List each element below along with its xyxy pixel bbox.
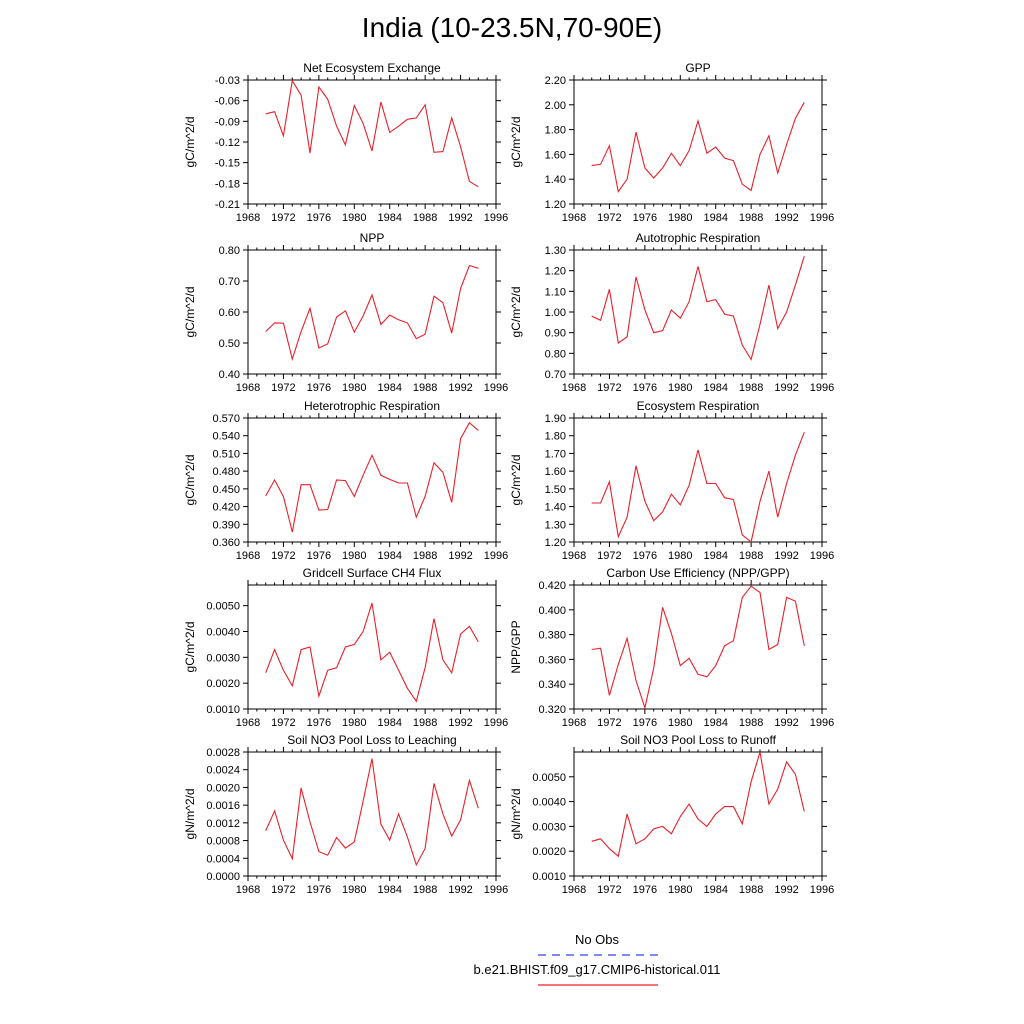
y-tick-label: -0.03 [214, 75, 240, 87]
x-tick-label: 1984 [703, 382, 728, 394]
x-tick-label: 1988 [412, 212, 438, 224]
panel-7 [509, 566, 834, 729]
x-tick-label: 1996 [483, 550, 509, 562]
y-tick-label: 1.90 [544, 413, 566, 425]
y-tick-label: -0.21 [214, 199, 240, 211]
x-tick-label: 1968 [235, 717, 261, 729]
x-tick-label: 1992 [774, 717, 799, 729]
y-tick-label: 0.380 [538, 629, 566, 642]
y-tick-label: 0.0020 [206, 678, 240, 691]
panel-title: Gridcell Surface CH4 Flux [302, 566, 442, 580]
panel-title: Net Ecosystem Exchange [303, 61, 441, 75]
panel-0 [183, 61, 508, 224]
y-tick-label: 1.70 [544, 448, 566, 461]
plot-frame [248, 250, 496, 374]
series-line [266, 603, 479, 701]
y-axis-label: NPP/GPP [509, 620, 523, 674]
panel-title: Heterotrophic Respiration [303, 399, 441, 413]
series-line [592, 586, 805, 708]
x-tick-label: 1984 [377, 717, 402, 729]
series-line [266, 423, 479, 532]
x-tick-label: 1996 [483, 884, 509, 896]
x-tick-label: 1980 [342, 382, 367, 394]
y-tick-label: 1.40 [544, 501, 566, 514]
y-tick-label: 0.480 [212, 466, 240, 479]
x-tick-label: 1972 [597, 884, 622, 896]
y-tick-label: 0.0040 [206, 626, 240, 639]
x-tick-label: 1980 [342, 717, 367, 729]
y-tick-label: -0.12 [214, 137, 240, 149]
x-tick-label: 1976 [632, 884, 658, 896]
x-tick-label: 1992 [774, 382, 799, 394]
x-tick-label: 1976 [632, 717, 658, 729]
x-tick-label: 1968 [235, 382, 261, 394]
y-tick-label: 0.320 [538, 704, 566, 716]
y-tick-label: 0.360 [212, 537, 240, 549]
panel-title: Carbon Use Efficiency (NPP/GPP) [606, 566, 790, 580]
x-tick-label: 1988 [412, 717, 438, 729]
y-tick-label: 0.0028 [206, 747, 240, 759]
x-tick-label: 1992 [448, 382, 473, 394]
y-tick-label: 0.50 [218, 338, 240, 350]
x-tick-label: 1980 [668, 884, 693, 896]
y-tick-label: 1.20 [544, 199, 566, 211]
y-tick-label: 0.450 [212, 483, 240, 496]
series-line [592, 432, 805, 542]
plot-frame [574, 80, 822, 204]
x-tick-label: 1968 [561, 550, 587, 562]
y-tick-label: 0.400 [538, 604, 566, 617]
x-tick-label: 1984 [377, 382, 402, 394]
x-tick-label: 1968 [235, 884, 261, 896]
y-tick-label: 1.10 [544, 286, 566, 299]
y-tick-label: 1.60 [544, 466, 566, 479]
x-tick-label: 1976 [632, 212, 658, 224]
x-tick-label: 1984 [377, 212, 402, 224]
y-tick-label: 0.0040 [532, 796, 566, 809]
x-tick-label: 1996 [483, 212, 509, 224]
x-tick-label: 1996 [483, 717, 509, 729]
x-tick-label: 1980 [668, 550, 693, 562]
x-tick-label: 1968 [561, 382, 587, 394]
x-tick-label: 1976 [306, 550, 332, 562]
panel-title: Soil NO3 Pool Loss to Leaching [287, 733, 457, 747]
x-tick-label: 1968 [561, 717, 587, 729]
y-tick-label: 0.0000 [206, 871, 240, 883]
x-tick-label: 1996 [809, 550, 835, 562]
y-tick-label: 1.20 [544, 265, 566, 278]
y-tick-label: 0.0050 [206, 600, 240, 613]
x-tick-label: 1976 [306, 382, 332, 394]
legend-label-model: b.e21.BHIST.f09_g17.CMIP6-historical.011 [473, 962, 721, 977]
plot-frame [574, 752, 822, 876]
plot-frame [248, 752, 496, 876]
x-tick-label: 1992 [448, 884, 473, 896]
y-tick-label: 0.340 [538, 679, 566, 692]
x-tick-label: 1972 [597, 382, 622, 394]
y-tick-label: 1.30 [544, 245, 566, 257]
x-tick-label: 1988 [738, 717, 764, 729]
y-axis-label: gC/m^2/d [509, 286, 523, 338]
y-tick-label: 0.0010 [532, 871, 566, 883]
y-axis-label: gC/m^2/d [183, 454, 197, 506]
y-tick-label: 0.0008 [206, 835, 240, 848]
x-tick-label: 1968 [561, 212, 587, 224]
x-tick-label: 1976 [306, 212, 332, 224]
legend-line-model [538, 982, 658, 988]
x-tick-label: 1968 [235, 212, 261, 224]
x-tick-label: 1988 [738, 550, 764, 562]
panel-1 [509, 61, 834, 224]
y-tick-label: -0.15 [214, 157, 240, 170]
y-tick-label: 1.30 [544, 519, 566, 532]
y-tick-label: 0.0050 [532, 771, 566, 784]
y-tick-label: 0.70 [218, 276, 240, 288]
y-tick-label: 0.0020 [206, 782, 240, 795]
y-tick-label: 0.0030 [532, 821, 566, 834]
y-axis-label: gN/m^2/d [509, 788, 523, 840]
y-tick-label: 1.60 [544, 149, 566, 162]
series-line [592, 752, 805, 856]
panel-title: Ecosystem Respiration [636, 399, 760, 413]
panel-8 [183, 733, 508, 896]
x-tick-label: 1972 [271, 212, 296, 224]
y-tick-label: -0.18 [214, 178, 240, 191]
y-tick-label: 0.420 [212, 501, 240, 514]
y-tick-label: 0.80 [218, 245, 240, 257]
x-tick-label: 1976 [632, 382, 658, 394]
panel-title: GPP [685, 61, 711, 75]
legend-label-no-obs: No Obs [574, 932, 620, 947]
y-tick-label: 1.20 [544, 537, 566, 549]
y-tick-label: 0.390 [212, 519, 240, 532]
y-tick-label: 0.60 [218, 307, 240, 319]
panel-title: NPP [359, 231, 385, 245]
y-tick-label: 1.00 [544, 307, 566, 319]
y-tick-label: 0.80 [544, 348, 566, 361]
y-tick-label: 0.0030 [206, 652, 240, 665]
plot-frame [248, 418, 496, 542]
y-tick-label: 1.80 [544, 124, 566, 137]
panel-3 [509, 231, 834, 394]
y-tick-label: 0.360 [538, 654, 566, 667]
y-tick-label: 0.70 [544, 369, 566, 381]
x-tick-label: 1976 [306, 717, 332, 729]
x-tick-label: 1988 [738, 382, 764, 394]
x-tick-label: 1996 [483, 382, 509, 394]
x-tick-label: 1996 [809, 884, 835, 896]
x-tick-label: 1980 [668, 717, 693, 729]
legend-line-no-obs [538, 952, 658, 958]
panel-4 [183, 399, 508, 562]
x-tick-label: 1980 [342, 884, 367, 896]
x-tick-label: 1992 [448, 717, 473, 729]
y-axis-label: gC/m^2/d [183, 116, 197, 168]
x-tick-label: 1976 [306, 884, 332, 896]
page-title: India (10-23.5N,70-90E) [361, 12, 663, 43]
x-tick-label: 1980 [342, 550, 367, 562]
y-tick-label: 0.0024 [206, 764, 240, 777]
series-line [266, 81, 479, 187]
x-tick-label: 1972 [271, 717, 296, 729]
x-tick-label: 1988 [412, 884, 438, 896]
y-tick-label: 0.420 [538, 580, 566, 592]
y-tick-label: 1.50 [544, 483, 566, 496]
y-tick-label: 1.80 [544, 430, 566, 443]
y-tick-label: 1.40 [544, 174, 566, 187]
x-tick-label: 1984 [703, 717, 728, 729]
x-tick-label: 1992 [774, 550, 799, 562]
series-line [266, 266, 479, 360]
x-tick-label: 1984 [377, 884, 402, 896]
x-tick-label: 1984 [703, 212, 728, 224]
y-axis-label: gC/m^2/d [509, 116, 523, 168]
panel-5 [509, 399, 834, 562]
y-tick-label: 0.540 [212, 430, 240, 443]
x-tick-label: 1972 [271, 550, 296, 562]
x-tick-label: 1984 [703, 884, 728, 896]
x-tick-label: 1992 [448, 550, 473, 562]
y-tick-label: 2.20 [544, 75, 566, 87]
y-tick-label: -0.09 [214, 116, 240, 129]
y-tick-label: 0.90 [544, 327, 566, 340]
x-tick-label: 1972 [597, 212, 622, 224]
panel-6 [183, 566, 508, 729]
x-tick-label: 1988 [412, 550, 438, 562]
x-tick-label: 1992 [774, 212, 799, 224]
panel-title: Autotrophic Respiration [635, 231, 761, 245]
y-tick-label: 0.0012 [206, 817, 240, 830]
plot-frame [574, 418, 822, 542]
x-tick-label: 1980 [668, 212, 693, 224]
y-tick-label: 0.0004 [206, 853, 240, 866]
y-axis-label: gN/m^2/d [183, 788, 197, 840]
y-tick-label: 0.510 [212, 448, 240, 461]
x-tick-label: 1992 [448, 212, 473, 224]
x-tick-label: 1984 [703, 550, 728, 562]
x-tick-label: 1972 [271, 884, 296, 896]
y-axis-label: gC/m^2/d [509, 454, 523, 506]
x-tick-label: 1976 [632, 550, 658, 562]
x-tick-label: 1972 [271, 382, 296, 394]
x-tick-label: 1988 [412, 382, 438, 394]
y-tick-label: -0.06 [214, 95, 240, 108]
x-tick-label: 1992 [774, 884, 799, 896]
x-tick-label: 1984 [377, 550, 402, 562]
y-tick-label: 0.0016 [206, 800, 240, 813]
panel-title: Soil NO3 Pool Loss to Runoff [620, 733, 776, 747]
y-tick-label: 2.00 [544, 99, 566, 112]
y-axis-label: gC/m^2/d [183, 621, 197, 673]
panel-2 [183, 231, 508, 394]
x-tick-label: 1972 [597, 550, 622, 562]
y-tick-label: 0.40 [218, 369, 240, 381]
x-tick-label: 1968 [235, 550, 261, 562]
series-line [592, 102, 805, 191]
x-tick-label: 1972 [597, 717, 622, 729]
y-tick-label: 0.0020 [532, 846, 566, 859]
y-tick-label: 0.570 [212, 413, 240, 425]
series-line [592, 256, 805, 359]
x-tick-label: 1968 [561, 884, 587, 896]
x-tick-label: 1996 [809, 717, 835, 729]
y-axis-label: gC/m^2/d [183, 286, 197, 338]
y-tick-label: 0.0010 [206, 704, 240, 716]
x-tick-label: 1988 [738, 884, 764, 896]
x-tick-label: 1980 [342, 212, 367, 224]
panel-9 [509, 733, 834, 896]
x-tick-label: 1980 [668, 382, 693, 394]
x-tick-label: 1988 [738, 212, 764, 224]
x-tick-label: 1996 [809, 212, 835, 224]
x-tick-label: 1996 [809, 382, 835, 394]
series-line [266, 759, 479, 865]
